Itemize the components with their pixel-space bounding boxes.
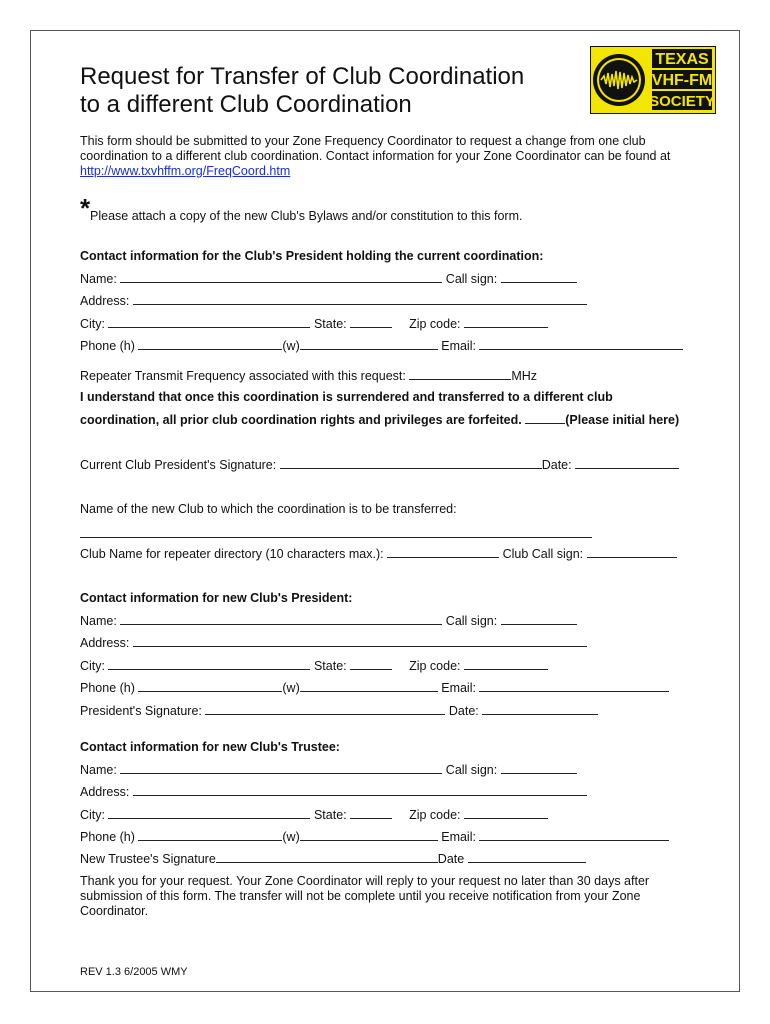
new-trustee-address-field[interactable] [133,784,587,796]
texas-vhf-fm-society-logo [590,46,716,114]
new-president-name-row [80,613,577,628]
new-president-heading: Contact information for new Club's President: [80,591,353,605]
current-signature-field[interactable] [280,457,542,469]
new-club-name-label: Name of the new Club to which the coordination is to be transferred: [80,502,457,516]
callsign-label: Call sign: [445,614,498,628]
new-president-email-field[interactable] [479,680,669,692]
current-president-callsign-field[interactable] [501,271,577,283]
club-callsign-field[interactable] [587,546,677,558]
revision-footer: REV 1.3 6/2005 WMY [80,966,188,978]
current-president-email-field[interactable] [479,338,683,350]
form-page [30,30,740,992]
phone-label: Phone (h) [80,339,135,353]
club-callsign-label: Club Call sign: [502,547,584,561]
new-trustee-heading: Contact information for new Club's Trustee: [80,740,340,754]
callsign-label: Call sign: [445,272,498,286]
thanks-text-line-1: Thank you for your request. Your Zone Coordinator will reply to your request no later than 30 days after [80,874,650,888]
new-trustee-phone-row [80,829,669,844]
new-trustee-city-row [80,807,548,822]
form-title-line-1: Request for Transfer of Club Coordination [80,63,525,90]
thanks-text-line-2: submission of this form. The transfer will not be complete until you receive notification from your Zone [80,889,641,903]
zip-label: Zip code: [409,659,461,673]
new-president-phone-work-field[interactable] [300,680,438,692]
address-label: Address: [80,294,130,308]
trustee-signature-label: New Trustee's Signature [80,852,216,866]
new-president-phone-row [80,680,669,695]
president-signature-label: President's Signature: [80,704,202,718]
logo-text-vhf-fm: VHF-FM [651,72,713,89]
new-trustee-signature-field[interactable] [216,851,438,863]
new-trustee-phone-home-field[interactable] [138,829,282,841]
new-president-signature-field[interactable] [205,703,445,715]
freq-coord-link[interactable]: http://www.txvhffm.org/FreqCoord.htm [80,164,291,178]
new-trustee-date-field[interactable] [468,851,586,863]
repeater-frequency-label: Repeater Transmit Frequency associated with this request: [80,369,406,383]
new-trustee-address-row [80,784,587,799]
work-label: (w) [282,681,300,695]
email-label: Email: [441,681,476,695]
new-club-name-field[interactable] [80,526,592,538]
club-directory-name-label: Club Name for repeater directory (10 characters max.): [80,547,384,561]
repeater-frequency-row [80,368,537,383]
name-label: Name: [80,272,117,286]
new-trustee-name-row [80,762,577,777]
thanks-text-line-3: Coordinator. [80,904,149,918]
logo-text-society: SOCIETY [649,93,715,110]
city-label: City: [80,659,105,673]
current-president-name-field[interactable] [120,271,442,283]
current-signature-row [80,457,679,472]
current-president-city-field[interactable] [108,316,310,328]
new-trustee-zip-field[interactable] [464,807,548,819]
current-president-city-row [80,316,548,331]
repeater-frequency-field[interactable] [409,368,511,380]
zip-label: Zip code: [409,317,461,331]
current-president-state-field[interactable] [350,316,392,328]
initial-here-label: (Please initial here) [565,413,680,427]
phone-label: Phone (h) [80,681,135,695]
city-label: City: [80,808,105,822]
current-president-phone-row [80,338,683,353]
current-date-field[interactable] [575,457,679,469]
state-label: State: [313,317,347,331]
email-label: Email: [441,339,476,353]
address-label: Address: [80,785,130,799]
understand-statement-line-1: I understand that once this coordination is surrendered and transferred to a different club [80,390,613,404]
new-president-city-field[interactable] [108,658,310,670]
logo-graphic [590,46,716,114]
intro-text-line-3 [80,164,290,179]
current-date-label: Date: [541,458,572,472]
work-label: (w) [282,339,300,353]
new-trustee-city-field[interactable] [108,807,310,819]
date-label: Date [437,852,465,866]
new-trustee-signature-row [80,851,586,866]
city-label: City: [80,317,105,331]
current-president-address-row [80,293,587,308]
initial-field[interactable] [525,412,565,424]
work-label: (w) [282,830,300,844]
club-directory-row [80,546,677,561]
new-president-state-field[interactable] [350,658,392,670]
logo-text-texas: TEXAS [655,51,709,68]
asterisk-mark: * [80,193,91,223]
new-president-phone-home-field[interactable] [138,680,282,692]
state-label: State: [313,659,347,673]
current-president-phone-home-field[interactable] [138,338,282,350]
new-president-date-field[interactable] [482,703,598,715]
current-president-phone-work-field[interactable] [300,338,438,350]
understand-statement-line-2 [80,412,679,427]
phone-label: Phone (h) [80,830,135,844]
current-president-zip-field[interactable] [464,316,548,328]
current-president-address-field[interactable] [133,293,587,305]
intro-text-line-2: coordination to a different club coordination. Contact information for your Zone Coordinator can be found at [80,149,671,163]
understand-statement-text: coordination, all prior club coordination rights and privileges are forfeited. [80,413,522,427]
new-president-callsign-field[interactable] [501,613,577,625]
new-trustee-name-field[interactable] [120,762,442,774]
mhz-unit-label: MHz [511,369,538,383]
address-label: Address: [80,636,130,650]
new-president-name-field[interactable] [120,613,442,625]
name-label: Name: [80,763,117,777]
state-label: State: [313,808,347,822]
new-president-city-row [80,658,548,673]
name-label: Name: [80,614,117,628]
new-trustee-callsign-field[interactable] [501,762,577,774]
new-trustee-email-field[interactable] [479,829,669,841]
club-directory-name-field[interactable] [387,546,499,558]
new-president-address-row [80,635,587,650]
new-trustee-state-field[interactable] [350,807,392,819]
date-label: Date: [448,704,479,718]
attach-note: Please attach a copy of the new Club's Bylaws and/or constitution to this form. [90,209,523,223]
zip-label: Zip code: [409,808,461,822]
new-president-address-field[interactable] [133,635,587,647]
new-president-zip-field[interactable] [464,658,548,670]
form-title-line-2: to a different Club Coordination [80,91,412,118]
new-president-signature-row [80,703,598,718]
email-label: Email: [441,830,476,844]
new-trustee-phone-work-field[interactable] [300,829,438,841]
callsign-label: Call sign: [445,763,498,777]
current-signature-label: Current Club President's Signature: [80,458,277,472]
current-president-name-row [80,271,577,286]
intro-text-line-1: This form should be submitted to your Zone Frequency Coordinator to request a change from one club [80,134,646,148]
current-president-heading: Contact information for the Club's President holding the current coordination: [80,249,544,263]
